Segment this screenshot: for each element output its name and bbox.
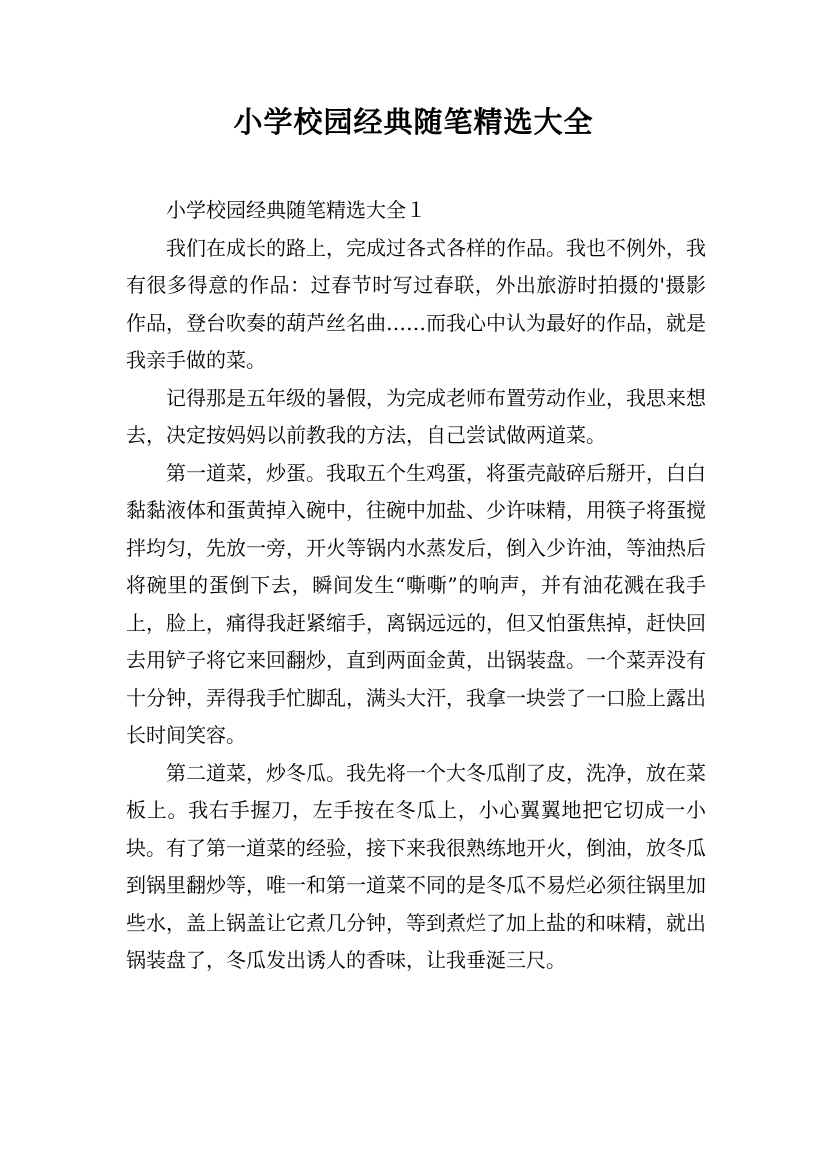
section-heading: 小学校园经典随笔精选大全１ xyxy=(166,198,426,222)
document-body xyxy=(126,192,706,980)
paragraph: 记得那是五年级的暑假，为完成老师布置劳动作业，我思来想去，决定按妈妈以前教我的方法，自己尝试做两道菜。 xyxy=(126,385,706,447)
paragraph: 第二道菜，炒冬瓜。我先将一个大冬瓜削了皮，洗净，放在菜板上。我右手握刀，左手按在冬瓜上，小心翼翼地把它切成一小块。有了第一道菜的经验，接下来我很熟练地开火，倒油，放冬瓜到锅里翻炒等，唯一和第一道菜不同的是冬瓜不易烂必须往锅里加些水，盖上锅盖让它煮几分钟，等到煮烂了加上盐的和味精，就出锅装盘了，冬瓜发出诱人的香味，让我垂涎三尺。 xyxy=(126,760,706,972)
paragraph: 第一道菜，炒蛋。我取五个生鸡蛋，将蛋壳敲碎后掰开，白白黏黏液体和蛋黄掉入碗中，往碗中加盐、少许味精，用筷子将蛋搅拌均匀，先放一旁，开火等锅内水蒸发后，倒入少许油，等油热后将碗里的蛋倒下去，瞬间发生“嘶嘶”的响声，并有油花溅在我手上，脸上，痛得我赶紧缩手，离锅远远的，但又怕蛋焦掉，赶快回去用铲子将它来回翻炒，直到两面金黄，出锅装盘。一个菜弄没有十分钟，弄得我手忙脚乱，满头大汗，我拿一块尝了一口脸上露出长时间笑容。 xyxy=(126,460,706,747)
document-title: 小学校园经典随笔精选大全 xyxy=(233,105,594,139)
paragraph: 我们在成长的路上，完成过各式各样的作品。我也不例外，我有很多得意的作品：过春节时写过春联，外出旅游时拍摄的'摄影作品，登台吹奏的葫芦丝名曲……而我心中认为最好的作品，就是我亲手做的菜。 xyxy=(126,235,706,372)
